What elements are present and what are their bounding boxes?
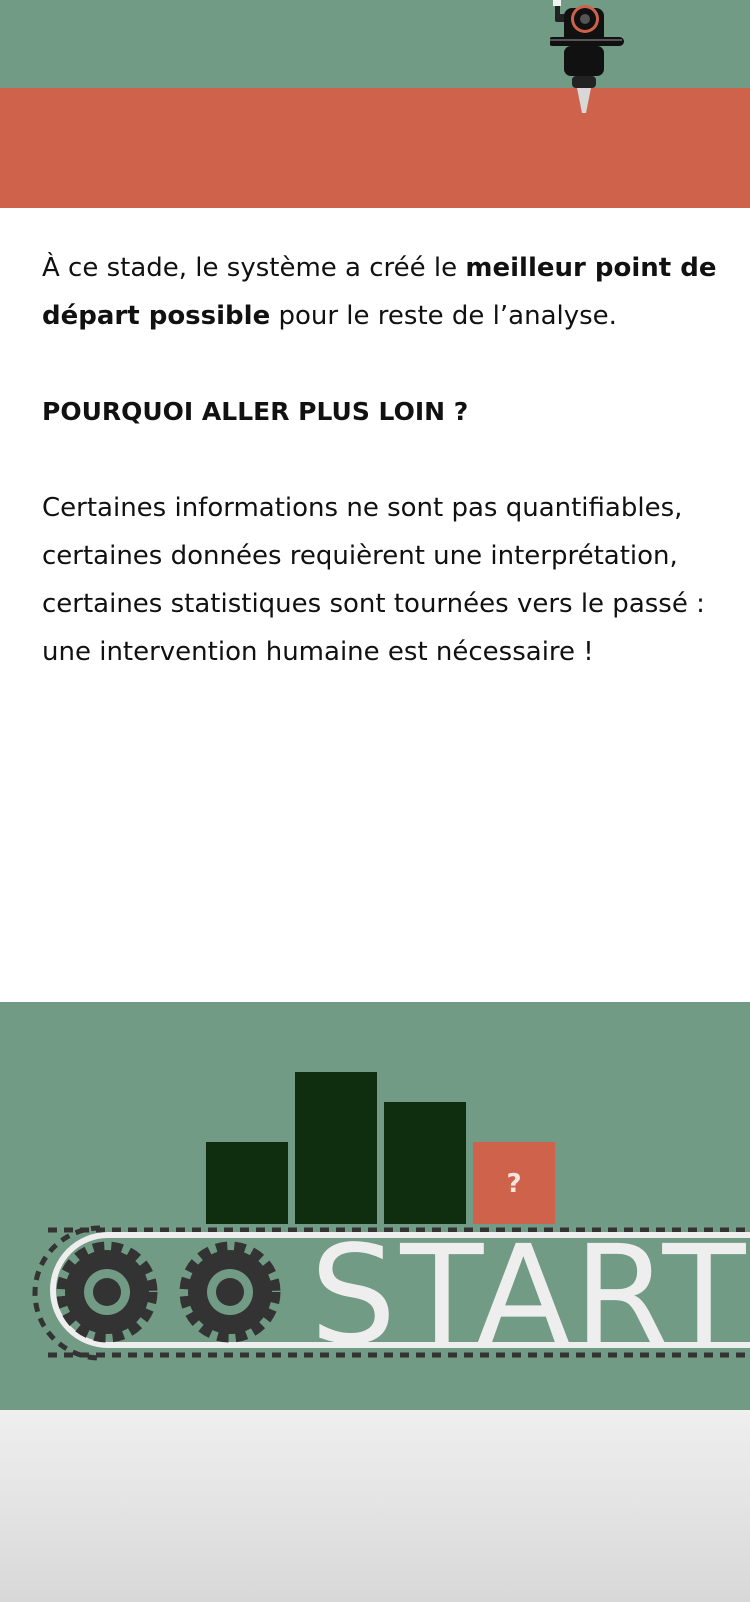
- start-label: START: [310, 1217, 750, 1375]
- bar-3: [384, 1102, 466, 1224]
- gear-icon: [62, 1247, 152, 1337]
- section-heading: POURQUOI ALLER PLUS LOIN ?: [42, 397, 469, 426]
- start-illustration: [0, 1002, 750, 1410]
- explanation-paragraph: Certaines informations ne sont pas quantifiables, certaines données requièrent une interprétation, certaines statistiques sont tournées vers le passé : une intervention humaine est nécessaire !: [42, 493, 705, 667]
- intro-paragraph: À ce stade, le système a créé le meilleur point de départ possible pour le reste de l’analyse.: [42, 253, 717, 331]
- gear-icon: [185, 1247, 275, 1337]
- bar-1: [206, 1142, 288, 1224]
- bottom-gray-area: [0, 1410, 750, 1602]
- article-body: [42, 244, 722, 676]
- unknown-box-label: ?: [506, 1169, 522, 1199]
- bar-2: [295, 1072, 377, 1224]
- intro-emphasis: meilleur point de départ possible: [42, 253, 717, 331]
- drill-icon: [550, 0, 640, 115]
